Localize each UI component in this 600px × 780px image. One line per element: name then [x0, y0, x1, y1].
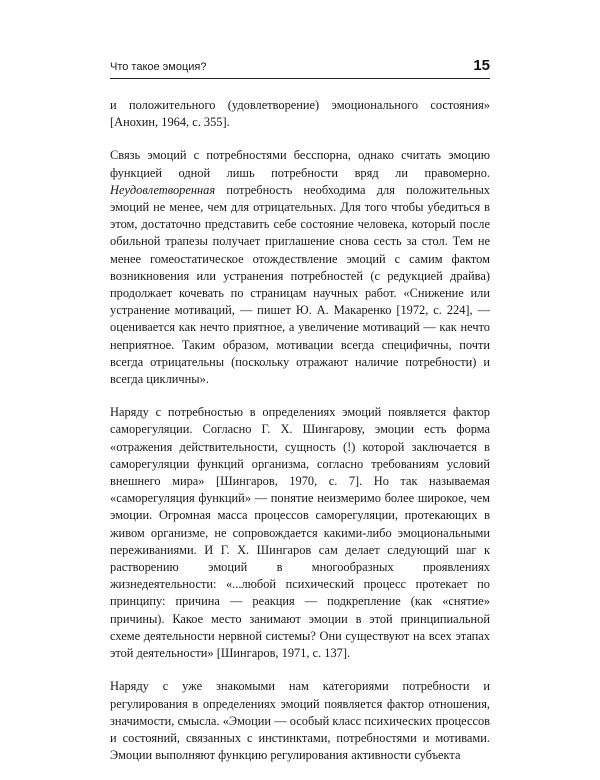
paragraph-4: Наряду с уже знакомыми нам категориями потребности и регулирования в определениях эмоций появляется фактор отношения, значимости, смысла. «Эмоции — особый класс психических процессов и состояний, связанных с инстинктами, потребностями и мотивами. Эмоции выполняют функцию регулирования активности субъекта	[110, 679, 490, 763]
page-header	[110, 57, 490, 74]
paragraph-2-pre: Связь эмоций с потребностями бесспорна, однако считать эмоцию функцией одной лишь потребности вряд ли правомерно.	[110, 148, 490, 180]
paragraph-1: и положительного (удовлетворение) эмоционального состояния» [Анохин, 1964, с. 355].	[110, 98, 490, 130]
running-title: Что такое эмоция?	[110, 61, 207, 73]
paragraph-2-emphasis: Неудовлетворенная	[110, 182, 216, 197]
header-rule	[110, 78, 490, 79]
paragraph-2-post: потребность необходима для положительных эмоций не менее, чем для отрицательных. Для того чтобы убедиться в этом, достаточно представить себе состояние человека, который после обильной трапезы получает приглашение снова сесть за стол. Тем не менее гомеостатическое отождествление эмоций с самим фактом возникновения или устранения потребностей (с редукцией драйва) продолжает кочевать по страницам научных работ. «Снижение или устранение мотиваций, — пишет Ю. А. Макаренко [1972, с. 224], — оценивается как нечто приятное, а увеличение мотиваций — как нечто неприятное. Таким образом, мотивации всегда специфичны, почти всегда отрицательны (поскольку отражают наличие потребности) и всегда цикличны».	[110, 182, 490, 387]
body-text	[110, 97, 490, 780]
paragraph-2	[110, 147, 490, 388]
page-number: 15	[473, 57, 490, 74]
paragraph-3: Наряду с потребностью в определениях эмоций появляется фактор саморегуляции. Согласно Г. Х. Шингарову, эмоции есть форма «отражения действительности, сущность (!) которой заключается в саморегуляции функций организма, согласно требованиям условий внешнего мира» [Шингаров, 1970, с. 7]. Но так называемая «саморегуляция функций» — понятие неизмеримо более широкое, чем эмоции. Огромная масса процессов саморегуляции, протекающих в живом организме, не сопровождается какими-либо эмоциональными переживаниями. И Г. Х. Шингаров сам делает следующий шаг к растворению эмоций в многообразных проявлениях жизнедеятельности: «...любой психический процесс протекает по принципу: причина — реакция — подкрепление (как «снятие» причины). Какое место занимают эмоции в этой принципиальной схеме деятельности нервной системы? Они существуют на всех этапах этой деятельности» [Шингаров, 1971, с. 137].	[110, 405, 490, 661]
